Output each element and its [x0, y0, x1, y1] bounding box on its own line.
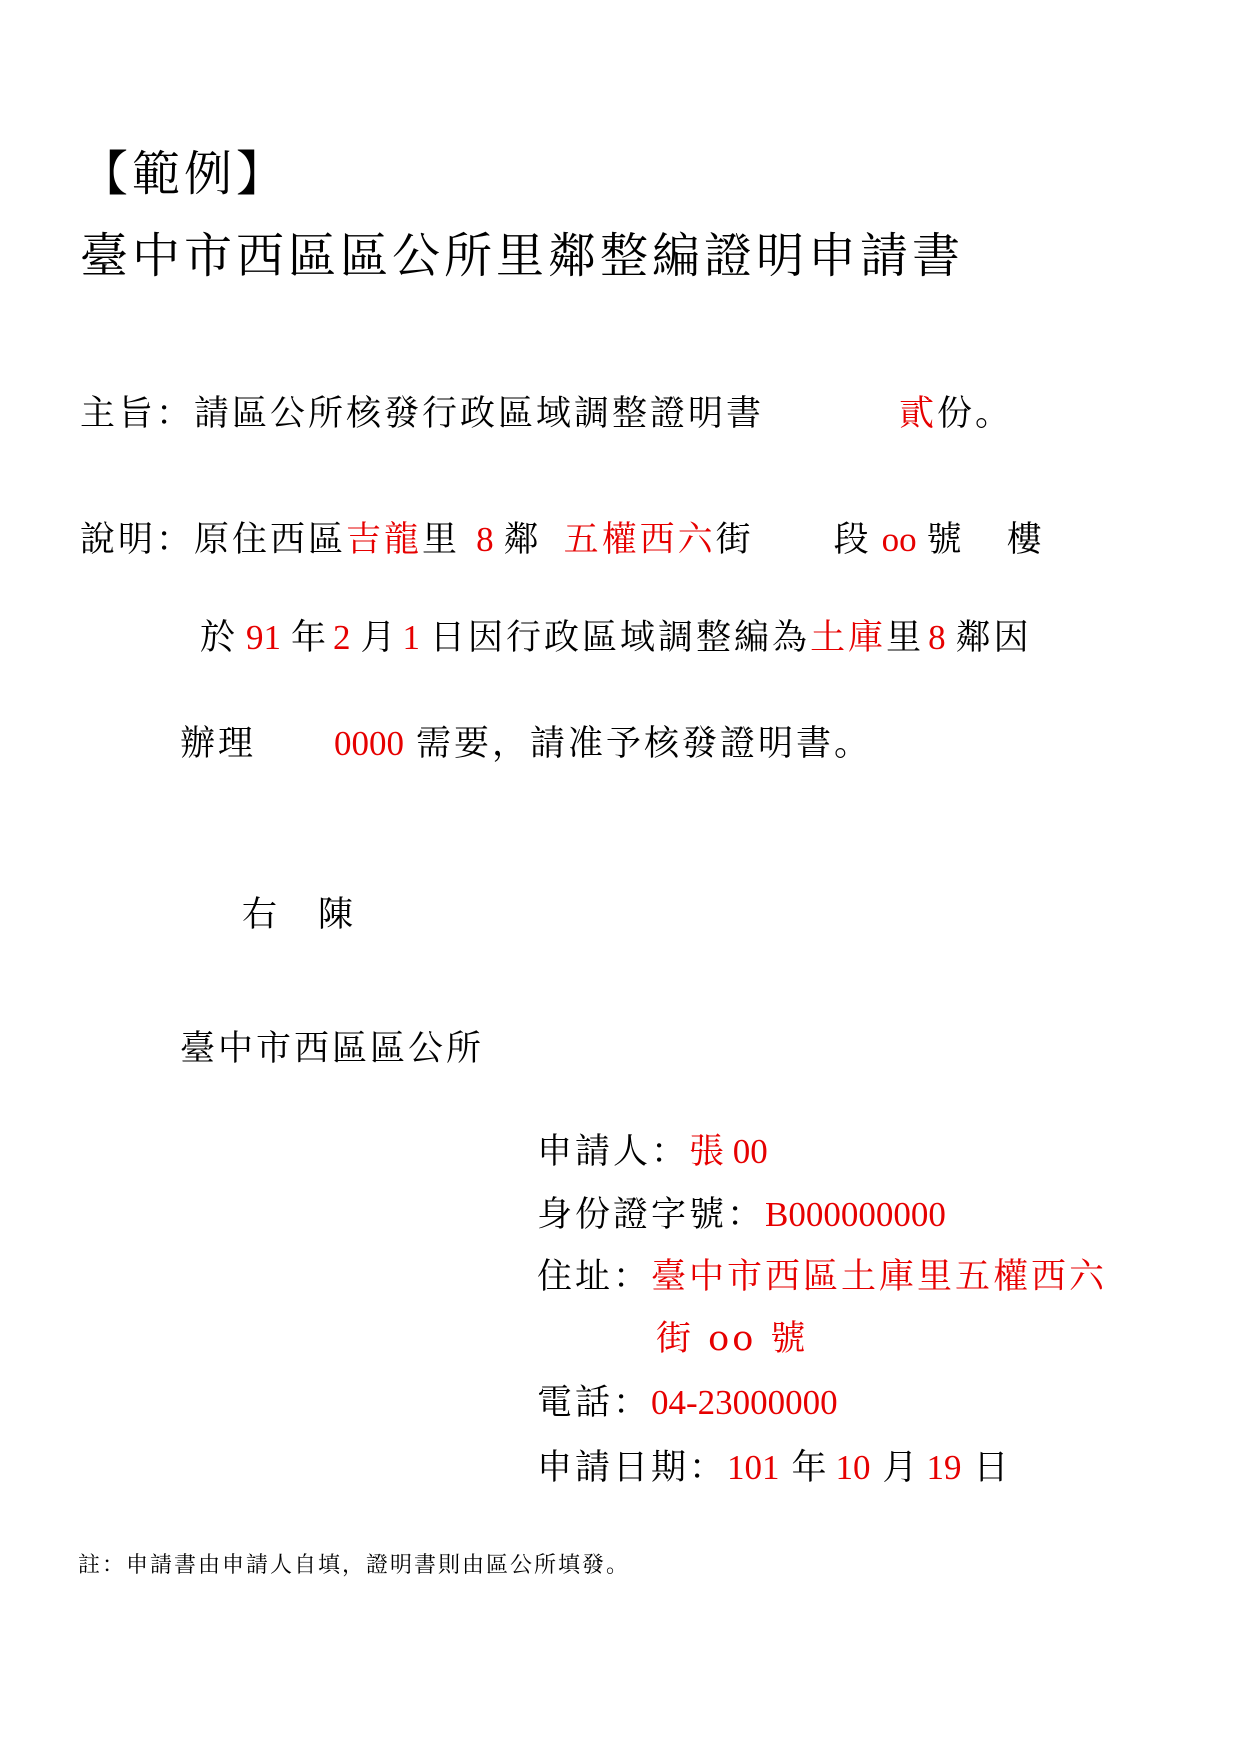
- adjustment-day: 1: [402, 618, 421, 657]
- hao-text: 號: [926, 520, 965, 560]
- application-date-label: 申請日期：: [537, 1448, 728, 1488]
- original-address-prefix: 原住西區: [194, 520, 347, 560]
- original-house-number: oo: [881, 520, 917, 559]
- purpose-value: 0000: [334, 724, 405, 763]
- applicant-id-line: [537, 1197, 946, 1233]
- adjustment-year: 91: [246, 618, 282, 657]
- applicant-phone-label: 電話：: [537, 1383, 652, 1423]
- application-date-month: 10: [835, 1448, 871, 1487]
- application-date-year: 101: [727, 1448, 780, 1487]
- adjustment-text: 日因行政區域調整編為: [430, 618, 811, 658]
- subject-line: [80, 394, 1014, 434]
- applicant-address-line-1: 臺中市西區土庫里五權西六: [651, 1257, 1108, 1297]
- duan-text: 段: [833, 520, 872, 560]
- lin-yin-text: 鄰因: [955, 618, 1032, 658]
- application-date-day: 19: [926, 1448, 962, 1487]
- handle-text: 辦理: [180, 724, 257, 764]
- original-village: 吉龍: [346, 520, 423, 560]
- subject-label: 主旨：: [80, 394, 195, 434]
- explanation-line-2: [200, 620, 1032, 656]
- explanation-label: 說明：: [80, 520, 195, 560]
- subject-text: 請區公所核發行政區域調整證明書: [194, 394, 765, 434]
- jie-text: 街: [715, 520, 754, 560]
- explanation-line-1: [80, 522, 1045, 558]
- lou-text: 樓: [1006, 520, 1045, 560]
- request-text: 需要，請准予核發證明書。: [416, 724, 873, 764]
- applicant-name-line: [537, 1134, 768, 1170]
- copies-unit: 份。: [937, 394, 1014, 434]
- date-ri-text: 日: [973, 1448, 1012, 1488]
- applicant-id-label: 身份證字號：: [537, 1195, 766, 1235]
- new-village: 土庫: [810, 618, 887, 658]
- original-street: 五權西六: [563, 520, 716, 560]
- date-yue-text: 月: [882, 1448, 921, 1488]
- applicant-name-label: 申請人：: [537, 1132, 690, 1172]
- applicant-phone-value: 04-23000000: [651, 1383, 838, 1422]
- original-neighborhood-number: 8: [476, 520, 494, 559]
- new-neighborhood-number: 8: [928, 618, 946, 657]
- explanation-line-3: [180, 726, 872, 762]
- applicant-phone-line: [537, 1385, 838, 1421]
- li2-text: 里: [886, 618, 925, 658]
- applicant-address-line: [537, 1257, 1108, 1297]
- footnote: 註：申請書由申請人自填，證明書則由區公所填發。: [78, 1553, 631, 1578]
- document-title: 臺中市西區區公所里鄰整編證明申請書: [80, 228, 965, 284]
- you-chen: 右 陳: [242, 895, 357, 935]
- lin-text: 鄰: [503, 520, 542, 560]
- copies-value: 貳: [899, 394, 938, 434]
- application-date-line: [537, 1450, 1012, 1486]
- applicant-address-label: 住址：: [537, 1257, 652, 1297]
- adjustment-month: 2: [333, 618, 351, 657]
- applicant-name-value: 張 00: [689, 1132, 768, 1171]
- recipient: 臺中市西區區公所: [180, 1029, 485, 1069]
- yue-text: 月: [360, 618, 399, 658]
- nian-text: 年: [291, 618, 330, 658]
- li-text: 里: [422, 520, 461, 560]
- example-label: 【範例】: [80, 146, 289, 202]
- applicant-address-line-2: 街 oo 號: [656, 1319, 809, 1359]
- applicant-id-value: B000000000: [765, 1195, 946, 1234]
- yu-text: 於: [200, 618, 239, 658]
- date-nian-text: 年: [791, 1448, 830, 1488]
